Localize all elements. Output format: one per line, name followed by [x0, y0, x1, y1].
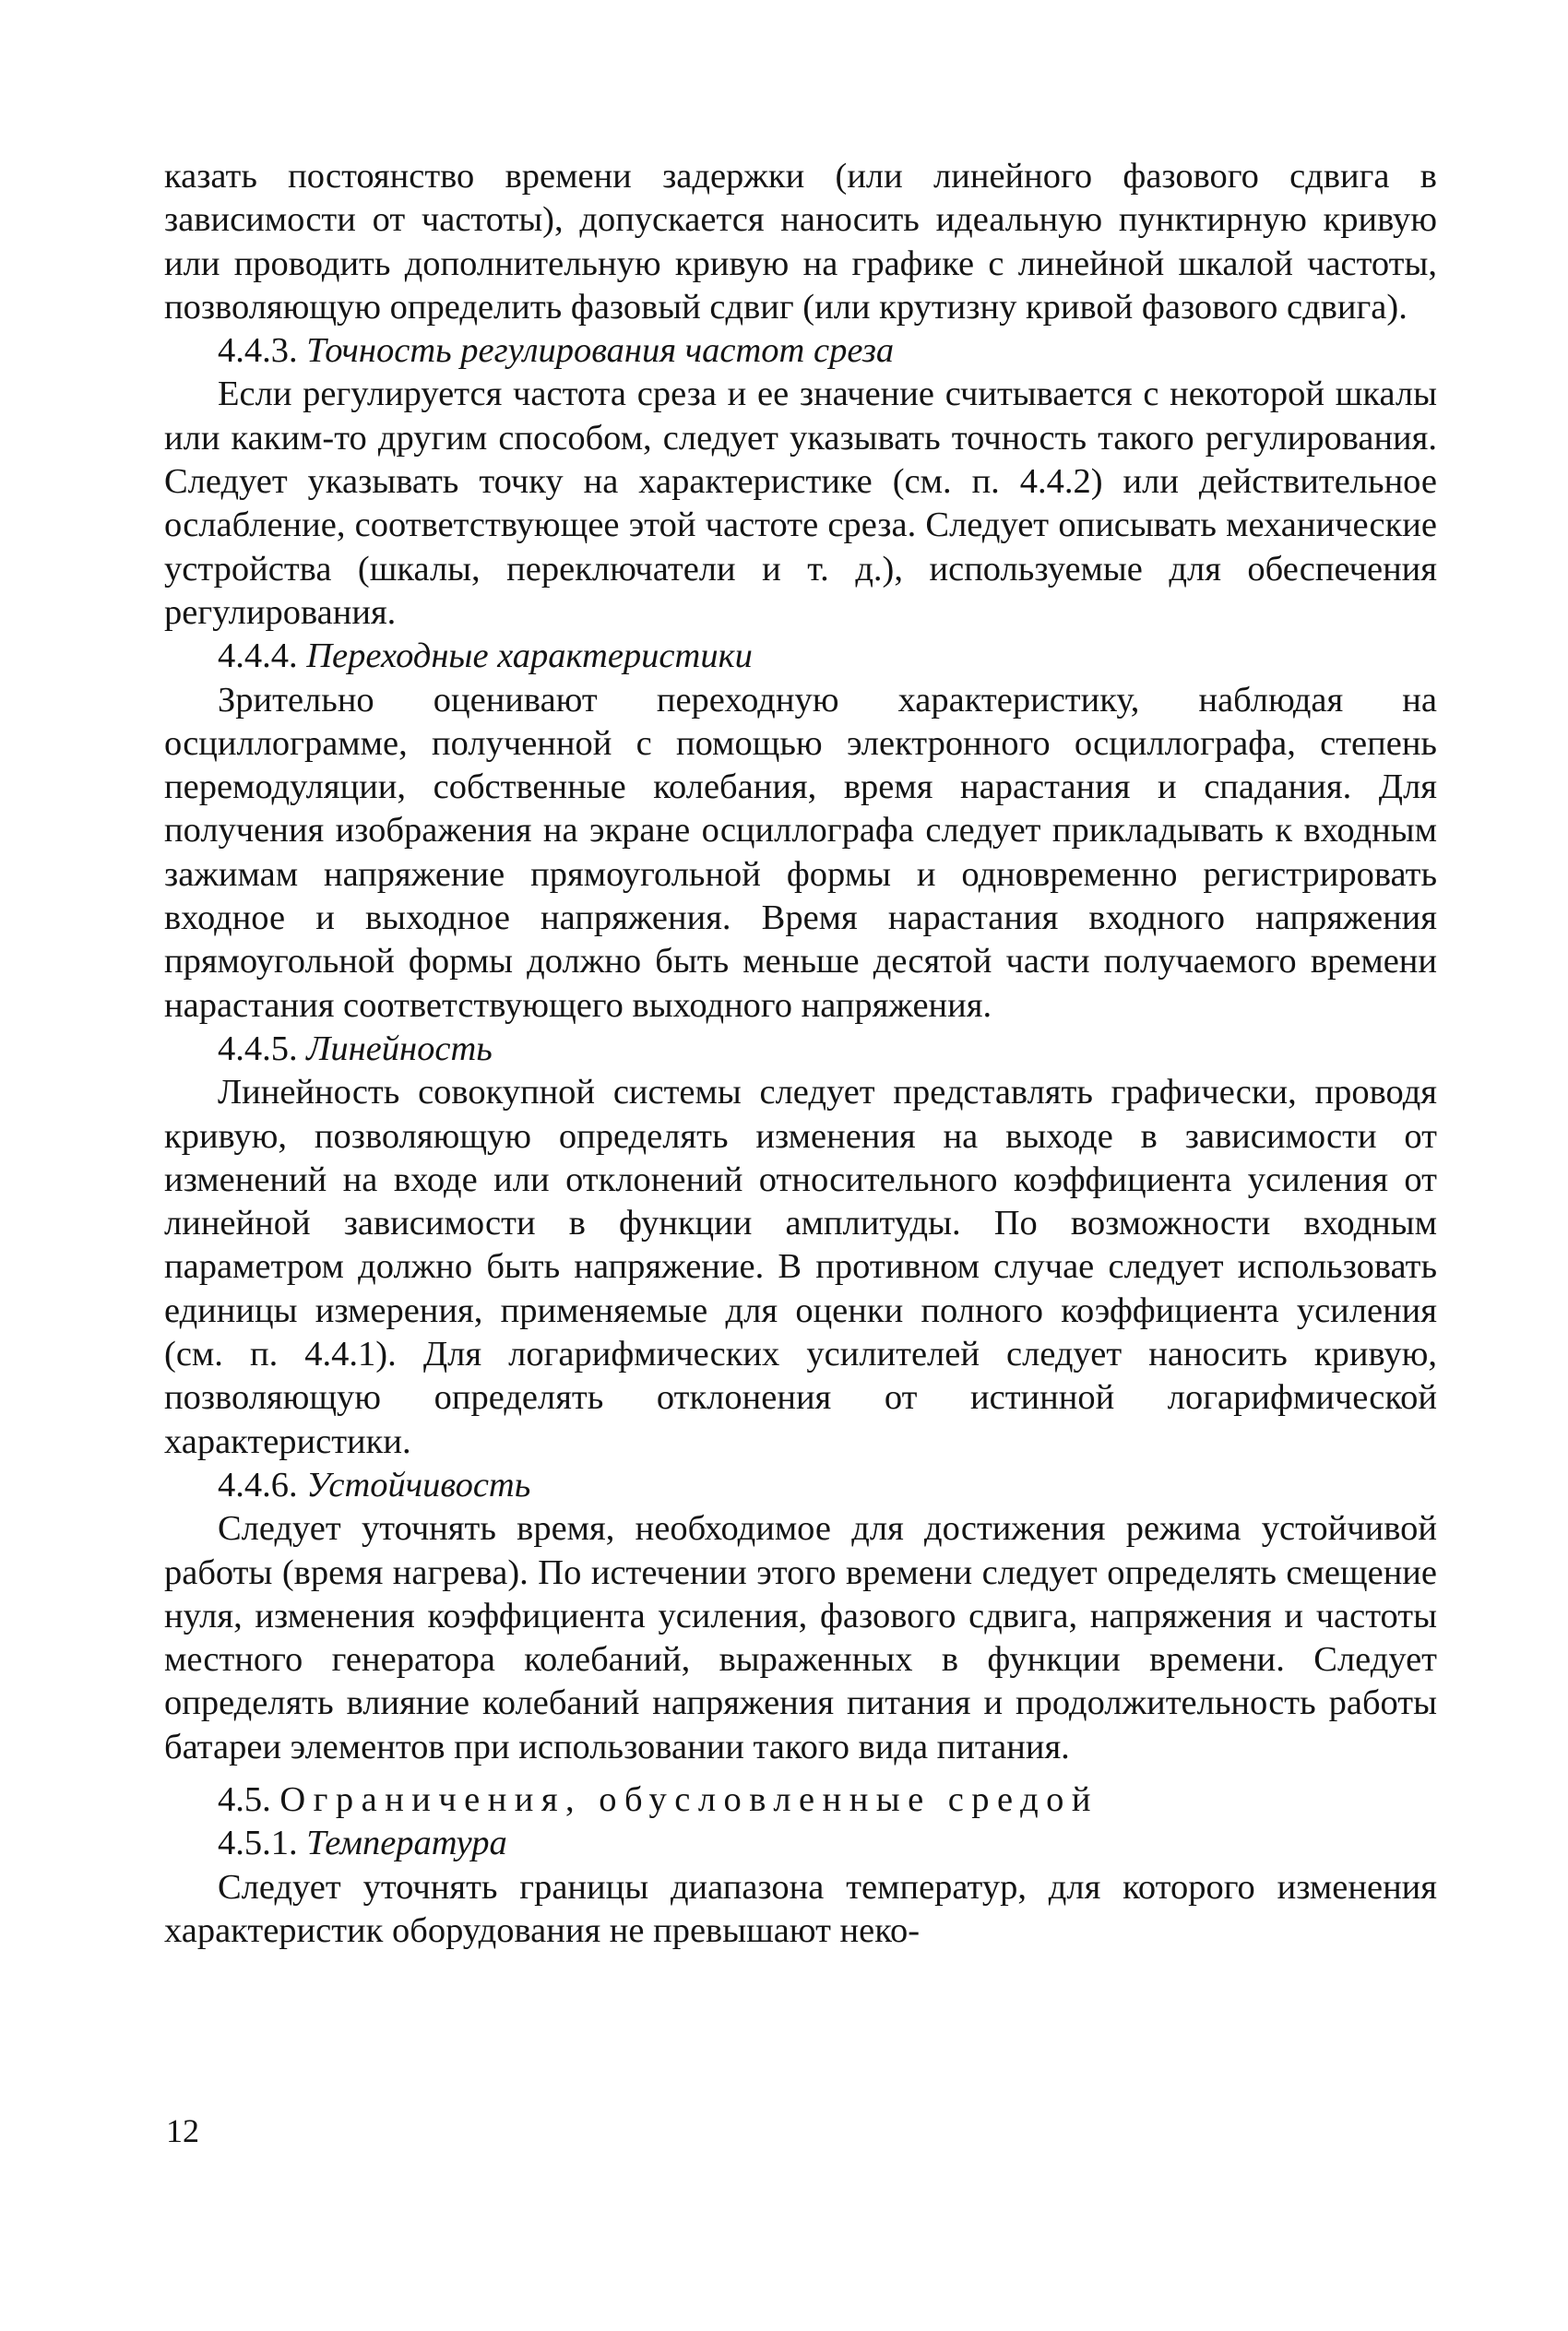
section-heading-4-5	[164, 1778, 1437, 1822]
section-heading-4-4-6	[164, 1464, 1437, 1507]
section-title: Линейность	[306, 1029, 493, 1068]
section-number: 4.5.	[218, 1779, 271, 1819]
section-title: Точность регулирования частот среза	[306, 331, 895, 371]
paragraph: Следует уточнять границы диапазона температур, для которого изменения характеристик оборудования не превышают неко-	[164, 1867, 1437, 1950]
section-number: 4.5.1.	[218, 1824, 298, 1863]
section-title: Устойчивость	[306, 1465, 531, 1504]
section-heading-4-4-5	[164, 1028, 1437, 1071]
paragraph: Зрительно оценивают переходную характеристику, наблюдая на осциллограмме, полученной с помощью электронного осциллографа, степень перемодуляции, собственные колебания, время нарастания и спадания. Для получения изображения на экране осциллографа следует прикладывать к входным зажимам напряжение прямоугольной формы и одновременно регистрировать входное и выходное напряжения. Время нарастания входного напряжения прямоугольной формы должно быть меньше десятой части получаемого времени нарастания соответствующего выходного напряжения.	[164, 680, 1437, 1025]
section-number: 4.4.4.	[218, 636, 298, 676]
body-text	[164, 155, 1437, 1953]
section-title: Переходные характеристики	[306, 636, 753, 676]
section-gap	[164, 1769, 1437, 1778]
section-number: 4.4.3.	[218, 331, 298, 371]
section-heading-4-4-3	[164, 329, 1437, 373]
section-number: 4.4.6.	[218, 1465, 298, 1504]
paragraph: Линейность совокупной системы следует представлять графически, проводя кривую, позволяющую определять изменения на выходе в зависимости от изменений на входе или отклонений относительного коэффициента усиления от линейной зависимости в функции амплитуды. По возможности входным параметром должно быть напряжение. В противном случае следует использовать единицы измерения, применяемые для оценки полного коэффициента усиления (см. п. 4.4.1). Для логарифмических усилителей следует наносить кривую, позволяющую определять отклонения от истинной логарифмической характеристики.	[164, 1073, 1437, 1461]
paragraph: Следует уточнять время, необходимое для достижения режима устойчивой работы (время нагрева). По истечении этого времени следует определять смещение нуля, изменения коэффициента усиления, фазового сдвига, напряжения и частоты местного генератора колебаний, выраженных в функции времени. Следует определять влияние колебаний напряжения питания и продолжительность работы батареи элементов при использовании такого вида питания.	[164, 1509, 1437, 1766]
paragraph: Если регулируется частота среза и ее значение считывается с некоторой шкалы или каким-то другим способом, следует указывать точность такого регулирования. Следует указывать точку на характеристике (см. п. 4.4.2) или действительное ослабление, соответствующее этой частоте среза. Следует описывать механические устройства (шкалы, переключатели и т. д.), используемые для обеспечения регулирования.	[164, 375, 1437, 632]
section-title: Ограничения, обусловленные средой	[279, 1779, 1099, 1819]
section-heading-4-5-1	[164, 1822, 1437, 1865]
section-number: 4.4.5.	[218, 1029, 298, 1068]
paragraph-continuation: казать постоянство времени задержки (или линейного фазового сдвига в зависимости от частоты), допускается наносить идеальную пунктирную кривую или проводить дополнительную кривую на графике с линейной шкалой частоты, позволяющую определить фазовый сдвиг (или крутизну кривой фазового сдвига).	[164, 157, 1437, 327]
section-title: Температура	[306, 1824, 507, 1863]
page-number: 12	[166, 2112, 199, 2149]
section-heading-4-4-4	[164, 635, 1437, 678]
